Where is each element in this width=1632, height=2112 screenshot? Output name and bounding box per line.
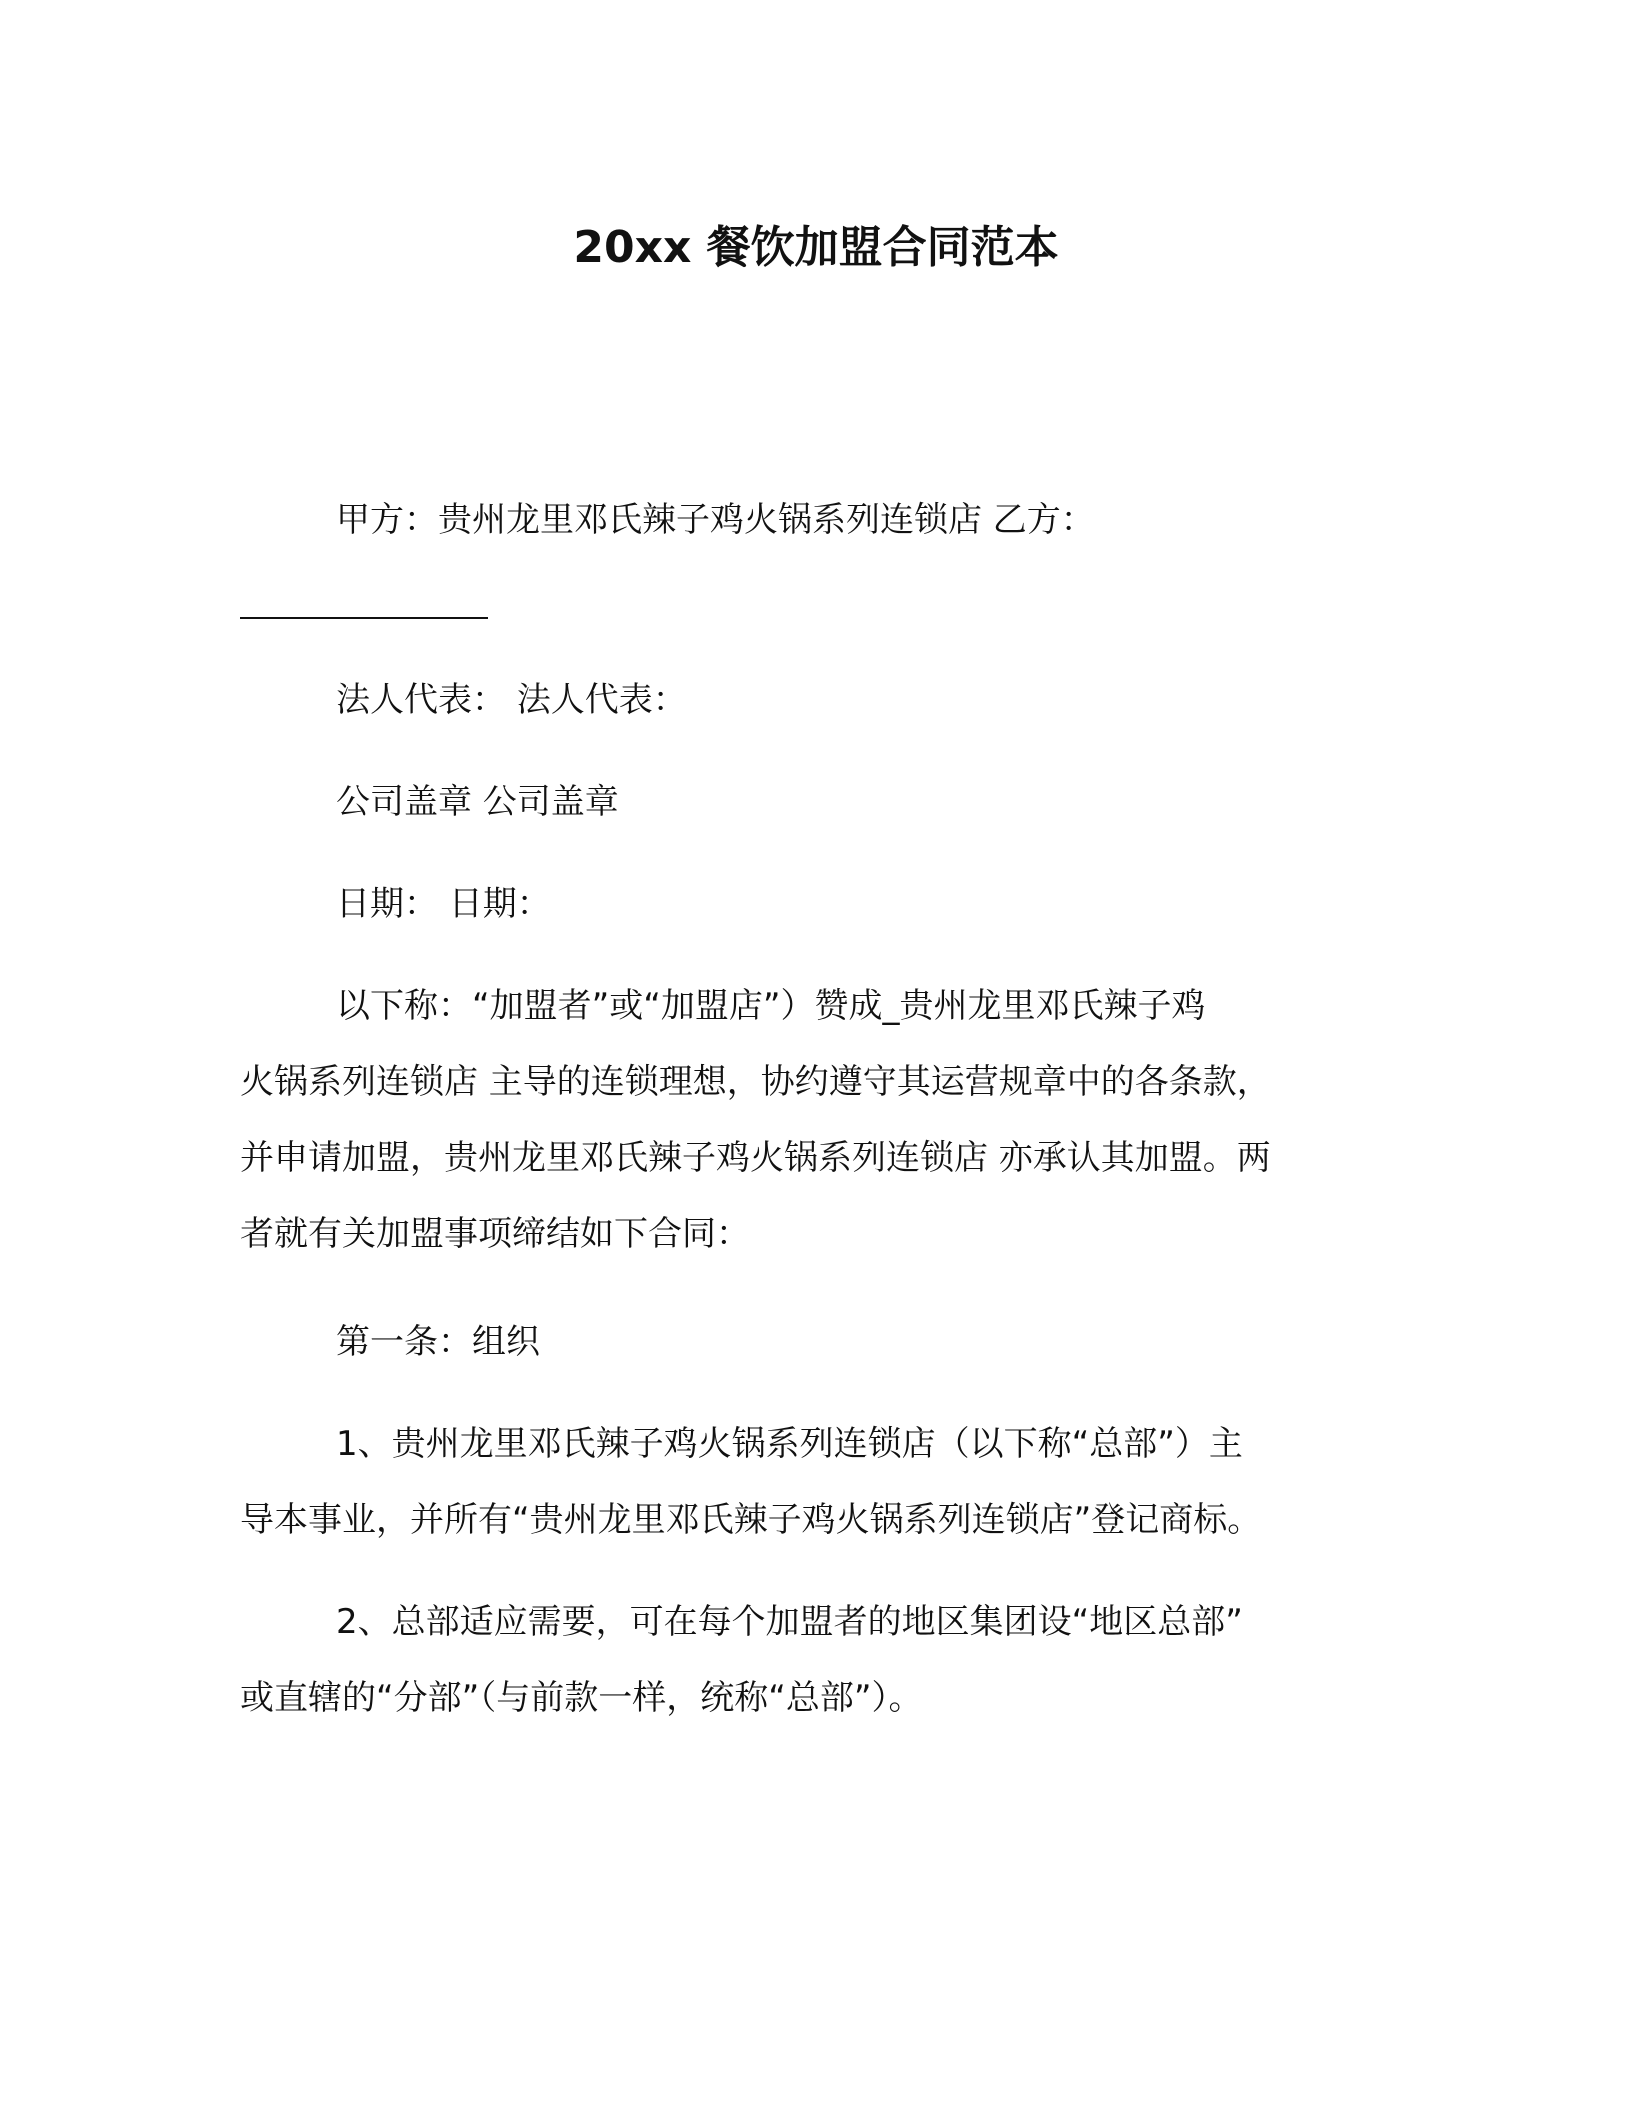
intro-paragraph-line-4: 者就有关加盟事项缔结如下合同： [240,1214,750,1254]
date-line: 日期： 日期： [336,884,551,924]
party-b-blank-rule [240,617,488,619]
article-1-heading: 第一条：组织 [336,1322,540,1362]
clause-1-line-1: 1、贵州龙里邓氏辣子鸡火锅系列连锁店（以下称“总部”）主 [336,1424,1243,1464]
clause-2-line-2: 或直辖的“分部”（与前款一样，统称“总部”）。 [240,1678,923,1718]
company-seal-line: 公司盖章 公司盖章 [336,782,619,822]
legal-representative-line: 法人代表： 法人代表： [336,680,687,720]
document-title: 20xx 餐饮加盟合同范本 [573,222,1059,273]
party-a-b-line: 甲方：贵州龙里邓氏辣子鸡火锅系列连锁店 乙方： [336,500,1095,540]
intro-paragraph-line-1: 以下称：“加盟者”或“加盟店”）赞成_贵州龙里邓氏辣子鸡 [336,986,1206,1026]
clause-2-line-1: 2、总部适应需要，可在每个加盟者的地区集团设“地区总部” [336,1602,1243,1642]
clause-1-line-2: 导本事业，并所有“贵州龙里邓氏辣子鸡火锅系列连锁店”登记商标。 [240,1500,1262,1540]
intro-paragraph-line-2: 火锅系列连锁店 主导的连锁理想，协约遵守其运营规章中的各条款， [240,1062,1271,1102]
intro-paragraph-line-3: 并申请加盟，贵州龙里邓氏辣子鸡火锅系列连锁店 亦承认其加盟。两 [240,1138,1271,1178]
